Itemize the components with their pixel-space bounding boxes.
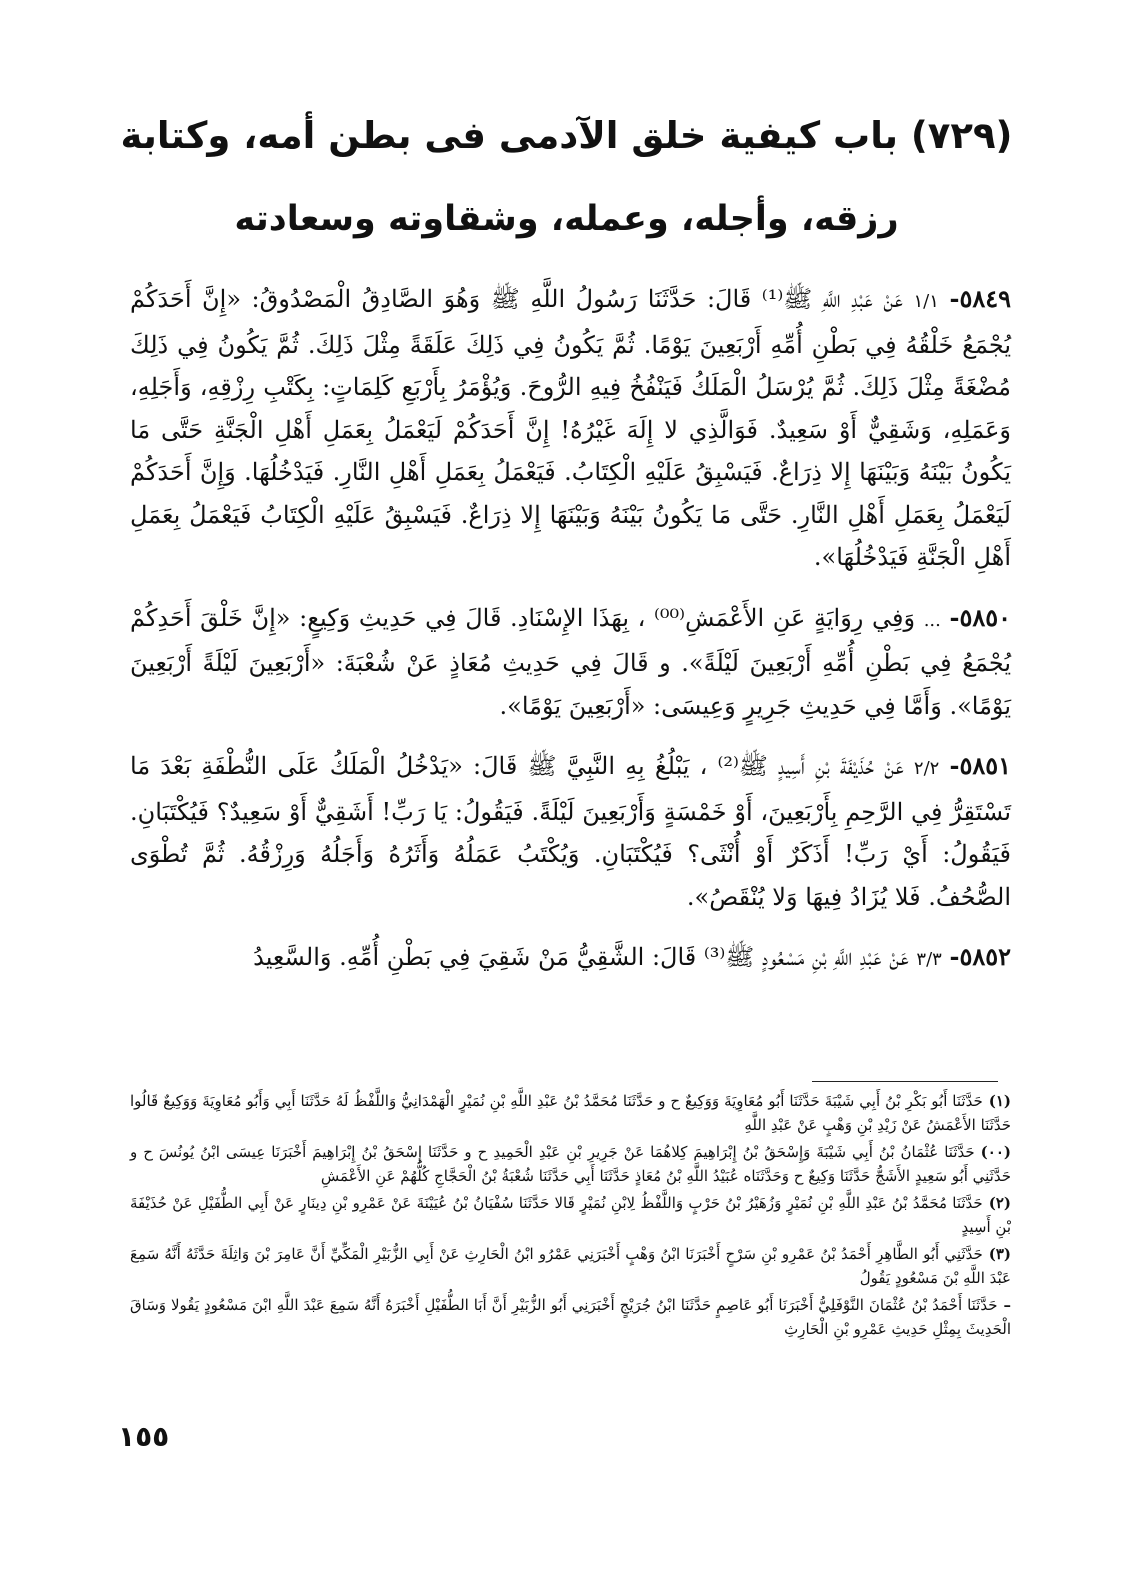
footnote-mark: (٢) (988, 1194, 1011, 1212)
hadith-number: ٥٨٥٢- (949, 942, 1011, 971)
chapter-title-line-2: رزقه، وأجله، وعمله، وشقاوته وسعادته (234, 199, 899, 239)
hadith-5850 (130, 597, 1011, 728)
footnote-mark: – (1003, 1296, 1011, 1314)
hadith-text: وَفِي رِوَايَةٍ عَنِ الأَعْمَشِ⁽⁰⁰⁾ ، بِهَذَا الإِسْنَادِ. قَالَ فِي حَدِيثِ وَكِيعٍ: «إِنَّ خَلْقَ أَحَدِكُمْ يُجْمَعُ فِي بَطْنِ أُمِّهِ أَرْبَعِينَ لَيْلَةً». و قَالَ فِي حَدِيثِ مُعَاذٍ عَنْ شُعْبَةَ: «أَرْبَعِينَ لَيْلَةً أَرْبَعِينَ يَوْمًا». وَأَمَّا فِي حَدِيثِ جَرِيرٍ وَعِيسَى: «أَرْبَعِينَ يَوْمًا». (130, 603, 1011, 720)
footnote-divider (812, 1081, 998, 1082)
hadith-sub-number: ... (923, 609, 941, 631)
chapter-title-line-1: (٧٢٩) باب كيفية خلق الآدمى فى بطن أمه، وكتابة (120, 114, 1013, 157)
hadith-number: ٥٨٤٩- (949, 284, 1011, 313)
hadith-5849 (130, 278, 1011, 579)
footnotes (130, 1090, 1011, 1345)
hadith-body (130, 278, 1011, 1000)
footnote-00 (130, 1141, 1011, 1188)
footnote-text: حَدَّثَنِي أَبُو الطَّاهِرِ أَحْمَدُ بْنُ عَمْرِو بْنِ سَرْحٍ أَخْبَرَنَا ابْنُ وَهْبٍ أَخْبَرَنِي عَمْرُو ابْنُ الْحَارِثِ عَنْ أَبِي الزُّبَيْرِ الْمَكِّيِّ أَنَّ عَامِرَ بْنَ وَاثِلَةَ حَدَّثَهُ أَنَّهُ سَمِعَ عَبْدَ اللَّهِ بْنَ مَسْعُودٍ يَقُولُ (130, 1245, 1011, 1287)
footnote-3 (130, 1243, 1011, 1290)
hadith-5851 (130, 745, 1011, 918)
footnote-mark: (١) (988, 1092, 1011, 1110)
footnote-text: حَدَّثَنَا أَحْمَدُ بْنُ عُثْمَانَ النَّوْفَلِيُّ أَخْبَرَنَا أَبُو عَاصِمٍ حَدَّثَنَا ابْنُ جُرَيْجٍ أَخْبَرَنِي أَبُو الزُّبَيْرِ أَنَّ أَبَا الطُّفَيْلِ أَخْبَرَهُ أَنَّهُ سَمِعَ عَبْدَ اللَّهِ ابْنَ مَسْعُودٍ يَقُولا وَسَاقَ الْحَدِيثَ بِمِثْلِ حَدِيثِ عَمْرِو بْنِ الْحَارِثِ (130, 1296, 1011, 1338)
footnote-mark: (٣) (988, 1245, 1011, 1263)
hadith-number: ٥٨٥٠- (949, 602, 1012, 632)
hadith-text: عَنْ حُذَيْفَةَ بْنِ أَسِيدٍ ﷺ⁽²⁾ ، يَبْلُغُ بِهِ النَّبِيَّ ﷺ قَالَ: «يَدْخُلُ الْمَلَكُ عَلَى النُّطْفَةِ بَعْدَ مَا تَسْتَقِرُّ فِي الرَّحِمِ بِأَرْبَعِينَ، أَوْ خَمْسَةٍ وَأَرْبَعِينَ لَيْلَةً. فَيَقُولُ: يَا رَبِّ! أَشَقِيٌّ أَوْ سَعِيدٌ؟ فَيُكْتَبَانِ. فَيَقُولُ: أَيْ رَبِّ! أَذَكَرٌ أَوْ أُنْثَى؟ فَيُكْتَبَانِ. وَيُكْتَبُ عَمَلُهُ وَأَثَرُهُ وَأَجَلُهُ وَرِزْقُهُ. ثُمَّ تُطْوَى الصُّحُفُ. فَلا يُزَادُ فِيهَا وَلا يُنْقَصُ». (130, 752, 1012, 911)
footnote-text: حَدَّثَنَا عُثْمَانُ بْنُ أَبِي شَيْبَةَ وَإِسْحَقُ بْنُ إِبْرَاهِيمَ كِلاهُمَا عَنْ جَرِيرِ بْنِ عَبْدِ الْحَمِيدِ ح و حَدَّثَنَا إِسْحَقُ بْنُ إِبْرَاهِيمَ أَخْبَرَنَا عِيسَى ابْنُ يُونُسَ ح و حَدَّثَنِي أَبُو سَعِيدٍ الأَشَجُّ حَدَّثَنَا وَكِيعٌ ح وَحَدَّثَنَاه عُبَيْدُ اللَّهِ بْنُ مُعَاذٍ حَدَّثَنَا أَبِي حَدَّثَنَا شُعْبَةُ بْنُ الْحَجَّاجِ كُلُّهُمْ عَنِ الأَعْمَشِ (130, 1143, 1011, 1185)
footnote-2 (130, 1192, 1011, 1239)
footnote-mark: (٠٠) (980, 1143, 1011, 1161)
hadith-sub-number: ١/١ (913, 291, 939, 312)
hadith-5852 (130, 936, 1011, 982)
page-number: ١٥٥ (118, 1420, 170, 1453)
footnote-text: حَدَّثَنَا أَبُو بَكْرِ بْنُ أَبِي شَيْبَةَ حَدَّثَنَا أَبُو مُعَاوِيَةَ وَوَكِيعٌ ح و حَدَّثَنَا مُحَمَّدُ بْنُ عَبْدِ اللَّهِ بْنِ نُمَيْرٍ الْهَمْدَانِيُّ وَاللَّفْظُ لَهُ حَدَّثَنَا أَبِي وَأَبُو مُعَاوِيَةَ وَوَكِيعٌ قَالُوا حَدَّثَنَا الأَعْمَشُ عَنْ زَيْدِ بْنِ وَهْبٍ عَنْ عَبْدِ اللَّهِ (130, 1092, 1011, 1134)
hadith-text: عَنْ عَبْدِ اللَّهِ بْنِ مَسْعُودٍ ﷺ⁽³⁾ قَالَ: الشَّقِيُّ مَنْ شَقِيَ فِي بَطْنِ أُمِّهِ. وَالسَّعِيدُ (253, 943, 909, 971)
footnote-text: حَدَّثَنَا مُحَمَّدُ بْنُ عَبْدِ اللَّهِ بْنِ نُمَيْرٍ وَزُهَيْرُ بْنُ حَرْبٍ وَاللَّفْظُ لِابْنِ نُمَيْرٍ قَالا حَدَّثَنَا سُفْيَانُ بْنُ عُيَيْنَةَ عَنْ عَمْرِو بْنِ دِينَارٍ عَنْ أَبِي الطُّفَيْلِ عَنْ حُذَيْفَةَ بْنِ أَسِيدٍ (130, 1194, 1011, 1236)
footnote-1 (130, 1090, 1011, 1137)
chapter-heading (60, 108, 1073, 246)
hadith-text: عَنْ عَبْدِ اللَّهِ ﷺ⁽¹⁾ قَالَ: حَدَّثَنَا رَسُولُ اللَّهِ ﷺ وَهُوَ الصَّادِقُ الْمَصْدُوقُ: «إِنَّ أَحَدَكُمْ يُجْمَعُ خَلْقُهُ فِي بَطْنِ أُمِّهِ أَرْبَعِينَ يَوْمًا. ثُمَّ يَكُونُ فِي ذَلِكَ عَلَقَةً مِثْلَ ذَلِكَ. ثُمَّ يَكُونُ فِي ذَلِكَ مُضْغَةً مِثْلَ ذَلِكَ. ثُمَّ يُرْسَلُ الْمَلَكُ فَيَنْفُخُ فِيهِ الرُّوحَ. وَيُؤْمَرُ بِأَرْبَعِ كَلِمَاتٍ: بِكَتْبِ رِزْقِهِ، وَأَجَلِهِ، وَعَمَلِهِ، وَشَقِيٌّ أَوْ سَعِيدٌ. فَوَالَّذِي لا إِلَهَ غَيْرُهُ! إِنَّ أَحَدَكُمْ لَيَعْمَلُ بِعَمَلِ أَهْلِ الْجَنَّةِ حَتَّى مَا يَكُونُ بَيْنَهُ وَبَيْنَهَا إِلا ذِرَاعٌ. فَيَسْبِقُ عَلَيْهِ الْكِتَابُ. فَيَعْمَلُ بِعَمَلِ أَهْلِ النَّارِ. فَيَدْخُلُهَا. وَإِنَّ أَحَدَكُمْ لَيَعْمَلُ بِعَمَلِ أَهْلِ النَّارِ. حَتَّى مَا يَكُونُ بَيْنَهُ وَبَيْنَهَا إِلا ذِرَاعٌ. فَيَسْبِقُ عَلَيْهِ الْكِتَابُ فَيَعْمَلُ بِعَمَلِ أَهْلِ الْجَنَّةِ فَيَدْخُلُهَا». (130, 285, 1011, 571)
hadith-sub-number: ٢/٢ (913, 758, 940, 779)
hadith-sub-number: ٣/٣ (916, 949, 942, 970)
footnote-3-continued (130, 1294, 1011, 1341)
hadith-number: ٥٨٥١- (949, 751, 1011, 780)
